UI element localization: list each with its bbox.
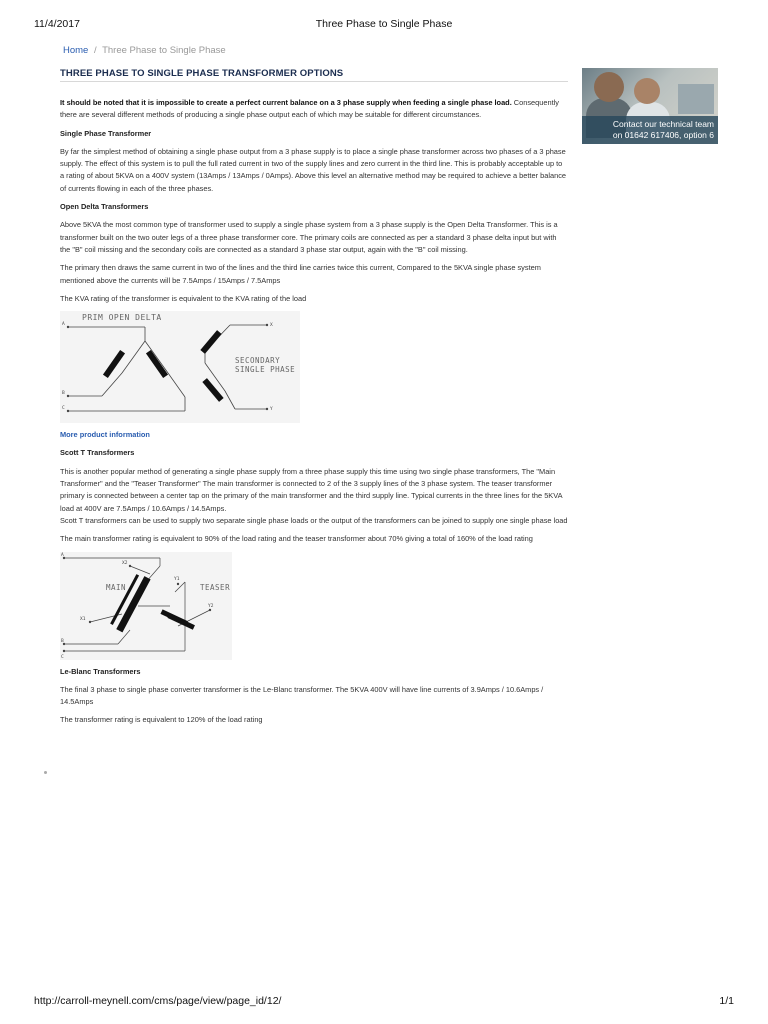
open-delta-diagram	[60, 311, 300, 423]
diagram-label-secondary-2: SINGLE PHASE	[235, 365, 296, 375]
section-title-open-delta: Open Delta Transformers	[60, 202, 149, 212]
banner-photo-person-head	[634, 78, 660, 104]
more-product-info-link[interactable]: More product information	[60, 430, 150, 440]
breadcrumb-home-link[interactable]: Home	[63, 45, 89, 56]
print-footer	[34, 995, 734, 1009]
diagram-terminal-a: A	[62, 322, 65, 328]
scott-t-paragraph-3: The main transformer rating is equivalent to 90% of the load rating and the teaser transformer about 70% giving a total of 160% of the load rating	[60, 534, 533, 544]
scott-t-diagram	[60, 552, 232, 660]
open-delta-paragraph-1: Above 5KVA the most common type of transformer used to supply a single phase system from a 3 phase supply is the Open Delta Transformer. This is a transformer built on the two outer legs of a three phase transformer core. The primary coils are connected as per a standard 3 phase delta input but with the "B" coil missing and the secondary coils are connected as a standard 3 phase star output, again with the "B" coil missing.	[60, 220, 558, 254]
intro-paragraph	[60, 97, 568, 122]
open-delta-paragraph-3: The KVA rating of the transformer is equivalent to the KVA rating of the load	[60, 293, 307, 303]
banner-caption-line1: Contact our technical team	[612, 119, 714, 129]
intro-text: Consequently there are several different methods of producing a single phase output each of which may be suitable for different circumstances.	[60, 98, 559, 120]
section-title-scott-t: Scott T Transformers	[60, 448, 135, 458]
diagram-terminal-c: C	[62, 406, 65, 412]
le-blanc-paragraph-2: The transformer rating is equivalent to 120% of the load rating	[60, 715, 263, 725]
diagram-terminal-c: C	[61, 654, 64, 660]
diagram-terminal-b: B	[62, 391, 65, 397]
diagram-terminal-y1: Y1	[174, 576, 180, 582]
diagram-terminal-y2: Y2	[208, 603, 214, 609]
banner-photo-person-head	[594, 72, 624, 102]
banner-photo-monitor	[678, 84, 714, 114]
diagram-terminal-b: B	[61, 638, 64, 644]
section-title-le-blanc: Le-Blanc Transformers	[60, 666, 141, 676]
print-page-number: 1/1	[719, 995, 734, 1007]
print-date: 11/4/2017	[34, 18, 80, 30]
intro-bold-text: It should be noted that it is impossible to create a perfect current balance on a 3 phase supply when feeding a single phase load.	[60, 98, 512, 107]
page-heading: THREE PHASE TO SINGLE PHASE TRANSFORMER OPTIONS	[60, 68, 344, 79]
scott-t-paragraph-2: Scott T transformers can be used to supply two separate single phase loads or the output of the transformers can be joined to supply one single phase load	[60, 515, 568, 525]
print-title: Three Phase to Single Phase	[315, 18, 453, 30]
banner-caption	[582, 116, 718, 144]
breadcrumb	[63, 45, 226, 56]
diagram-label-secondary-1: SECONDARY	[235, 356, 281, 366]
single-phase-paragraph: By far the simplest method of obtaining a single phase output from a 3 phase supply is to place a single phase transformer across two phases of a 3 phase supply. The effect of this system is to pull the full rated current in two of the supply lines and zero current in the third line. This is probably acceptable up to a rating of about 5KVA on a 400V system (13Amps / 13Amps / 0Amps). Above this level an alternative method may be required to achieve a better balance of currents flowing in each of the three phases.	[60, 146, 566, 193]
scott-t-paragraph-1: This is another popular method of generating a single phase supply from a three phase supply this time using two single phase transformers, The "Main Transformer" and the "Teaser Transformer" The main transformer is connected to 2 of the 3 supply lines of the 3 phase system. The teaser transformer primary is connected between a center tap on the primary of the main transformer and the third supply line. Typical currents in the three lines for the 5KVA load at 400V are 7.5Amps / 10.6Amps / 14.5Amps.	[60, 466, 563, 513]
list-bullet	[44, 771, 47, 774]
breadcrumb-current: Three Phase to Single Phase	[102, 45, 226, 56]
article-body	[60, 97, 568, 733]
diagram-label-teaser: TEASER	[200, 582, 231, 592]
diagram-terminal-x1: X1	[80, 616, 86, 622]
diagram-terminal-a: A	[61, 552, 64, 558]
open-delta-paragraph-2: The primary then draws the same current in two of the lines and the third line carries twice this current, Compared to the 5KVA single phase system mentioned above the currents will be 7.5Amps / 15Amps / 7.5Amps	[60, 263, 541, 285]
heading-divider	[60, 81, 568, 82]
diagram-terminal-y: Y	[270, 407, 273, 413]
diagram-terminal-x: X	[270, 323, 273, 329]
contact-banner[interactable]	[582, 68, 718, 144]
print-url: http://carroll-meynell.com/cms/page/view/page_id/12/	[34, 995, 282, 1007]
diagram-label-prim: PRIM OPEN DELTA	[82, 313, 162, 323]
breadcrumb-separator: /	[93, 45, 97, 56]
banner-caption-line2: on 01642 617406, option 6	[612, 130, 714, 140]
diagram-label-main: MAIN	[106, 582, 127, 592]
diagram-terminal-x2: X2	[122, 560, 128, 566]
section-title-single-phase: Single Phase Transformer	[60, 128, 152, 138]
print-header	[34, 18, 734, 32]
le-blanc-paragraph-1: The final 3 phase to single phase converter transformer is the Le-Blanc transformer. The 5KVA 400V will have line currents of 3.9Amps / 10.6Amps / 14.5Amps	[60, 684, 544, 707]
